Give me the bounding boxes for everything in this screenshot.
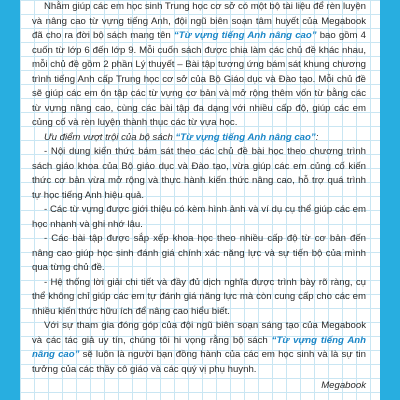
document-page — [20, 0, 380, 400]
closing-text-2: sẽ luôn là người bạn đồng hành của các em học sinh và là sự tin tưởng của các thầy cô giáo và các quý vị phụ huynh. — [32, 349, 367, 375]
book-title-highlight: “Từ vựng tiếng Anh nâng cao” — [173, 30, 317, 41]
closing-paragraph — [32, 319, 366, 377]
document-body — [32, 0, 366, 394]
closing-book-title: “Từ vựng tiếng Anh nâng cao” — [32, 334, 367, 360]
heading-text: Ưu điểm vượt trội của bộ sách — [44, 131, 173, 143]
advantages-heading — [32, 131, 366, 146]
intro-text-2: bao gồm 4 cuốn từ lớp 6 đến lớp 9. Mỗi cuốn sách được chia làm các chủ đề khác nhau, mỗi chủ đề gồm 2 phần Lý thuyết – Bài tập tương ứng bám sát khung chương trình tiếng Anh cấp Trung học cơ sở của Bộ Giáo dục và Đào tạo. Mỗi chủ đề sẽ giúp các em ôn tập các từ vựng cơ bản và mở rộng thêm vốn từ bằng các từ vựng nâng cao, cùng các bài tập đa dạng với nhiều cấp độ, giúp các em củng cố và rèn luyện thành thục các từ vựa học. — [32, 30, 366, 128]
advantage-item-3: - Các bài tập được sắp xếp khoa học theo nhiều cấp độ từ cơ bản đến nâng cao giúp học sinh đánh giá chính xác năng lực và sự tiến bộ của mình qua từng chủ đề. — [32, 233, 366, 273]
heading-colon: : — [315, 131, 319, 143]
heading-book-title: “Từ vựng tiếng Anh nâng cao” — [175, 131, 316, 143]
intro-paragraph — [32, 0, 366, 131]
closing-text-1: Với sự tham gia đóng góp của đội ngũ biên soạn sáng tạo của Megabook và các tác giả uy tín, chúng tôi hi vọng rằng bộ sách — [32, 320, 366, 346]
intro-text-1: Nhằm giúp các em học sinh Trung học cơ sở có một bộ tài liệu để rèn luyện và nâng cao từ vựng tiếng Anh, đội ngũ biên soạn tâm huyết của Megabook đã cho ra đời bộ sách mang tên — [32, 1, 366, 41]
advantage-item-1: - Nội dung kiến thức bám sát theo các chủ đề bài học theo chương trình sách giáo khoa của Bộ giáo dục và Đào tạo, vừa giúp các em củng cố kiến thức cơ bản vừa mở rộng và thực hành kiến thức nâng cao, hỗ trợ quá trình tự học tiếng Anh hiệu quả. — [32, 146, 366, 201]
signature: Megabook — [321, 380, 366, 391]
advantage-item-4: - Hệ thống lời giải chi tiết và đầy đủ dịch nghĩa được trình bày rõ ràng, cụ thể không chỉ giúp các em tự đánh giá năng lực mà còn cung cấp cho các em nhiều kiến thức hữu ích để nâng cao hiểu biết. — [32, 276, 366, 317]
advantage-item-2: - Các từ vựng được giới thiệu có kèm hình ảnh và ví dụ cụ thể giúp các em học nhanh và ghi nhớ lâu. — [32, 204, 366, 230]
